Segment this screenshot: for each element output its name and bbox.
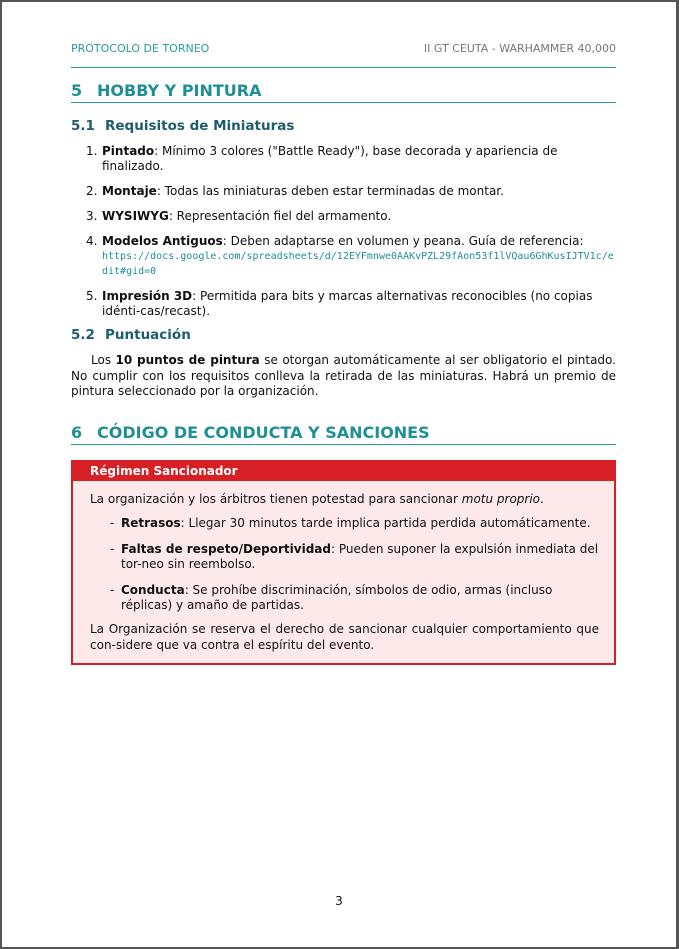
item-text: : Se prohíbe discriminación, símbolos de odio, armas (incluso réplicas) y amaño de partidas. [121,582,553,612]
section-6-heading [71,423,616,445]
reference-link[interactable]: https://docs.google.com/spreadsheets/d/12EYFmnwe0AAKvPZL29fAon53f1lVQau6GhKusIJTV1c/edit#gid=0 [102,251,614,277]
list-item [86,209,616,224]
item-term: Pintado [102,144,155,158]
para-text: se otorgan automáticamente al ser obligatorio el pintado. No cumplir con los requisitos conlleva la retirada de las miniaturas. Habrá un premio de pintura seleccionado por la organización. [71,353,616,398]
para-text: Los [91,353,116,367]
para-bold: 10 puntos de pintura [115,353,260,367]
list-item: - Faltas de respeto/Deportividad: Pueden suponer la expulsión inmediata del tor-neo sin reembolso. [110,541,599,571]
header-right: II GT CEUTA - WARHAMMER 40,000 [423,42,616,55]
box-closing: La Organización se reserva el derecho de sancionar cualquier comportamiento que con-sidere que va contra el espíritu del evento. [90,622,599,652]
list-item [86,144,616,174]
item-text: : Representación fiel del armamento. [168,209,392,223]
item-text: : Llegar 30 minutos tarde implica partida perdida automáticamente. [180,516,591,530]
subsection-5-1-heading [71,118,616,134]
item-number: 2. [86,184,98,198]
section-number: 5 [71,81,83,100]
intro-text: . [540,492,544,506]
list-item: - Conducta: Se prohíbe discriminación, símbolos de odio, armas (incluso réplicas) y amaño de partidas. [110,582,553,612]
intro-emphasis: motu proprio [461,492,541,506]
item-text: : Permitida para bits y marcas alternativas reconocibles (no copias idénti-cas/recast). [102,289,593,318]
item-text: : Deben adaptarse en volumen y peana. Guía de referencia: [222,234,584,248]
document-page [2,2,676,947]
section-5-heading [71,81,616,103]
item-number: 1. [86,144,98,158]
item-term: Montaje [102,184,157,198]
subsection-number: 5.2 [71,327,95,343]
item-term: Impresión 3D [102,289,193,303]
list-item [86,234,616,279]
page-number: 3 [335,894,343,908]
running-header [71,42,616,68]
subsection-5-2-heading [71,327,616,343]
intro-text: La organización y los árbitros tienen potestad para sancionar [90,492,462,506]
scoring-paragraph [71,353,616,400]
item-term: Conducta [121,582,185,597]
section-number: 6 [71,423,83,442]
header-left: PROTOCOLO DE TORNEO [71,42,210,55]
item-term: WYSIWYG [102,209,169,223]
item-term: Faltas de respeto/Deportividad [121,541,331,556]
item-text: : Mínimo 3 colores ("Battle Ready"), base decorada y apariencia de finalizado. [102,144,558,173]
miniature-requirements-list [86,144,616,329]
list-item [86,184,616,199]
subsection-title: Puntuación [105,327,191,343]
item-text: : Pueden suponer la expulsión inmediata del tor-neo sin reembolso. [121,541,599,571]
item-number: 5. [86,289,98,303]
sanctions-list [110,516,599,624]
item-term: Modelos Antiguos [102,234,223,248]
box-intro [90,492,595,506]
list-item: - Retrasos: Llegar 30 minutos tarde implica partida perdida automáticamente. [110,516,591,530]
sanctions-box [71,460,616,665]
subsection-title: Requisitos de Miniaturas [105,118,295,134]
item-term: Retrasos [121,516,181,530]
list-item [86,289,616,319]
item-text: : Todas las miniaturas deben estar terminadas de montar. [156,184,504,198]
box-title: Régimen Sancionador [73,462,614,481]
subsection-number: 5.1 [71,118,95,134]
item-number: 4. [86,234,98,248]
item-number: 3. [86,209,98,223]
section-title: CÓDIGO DE CONDUCTA Y SANCIONES [97,423,430,442]
section-title: HOBBY Y PINTURA [97,81,262,100]
